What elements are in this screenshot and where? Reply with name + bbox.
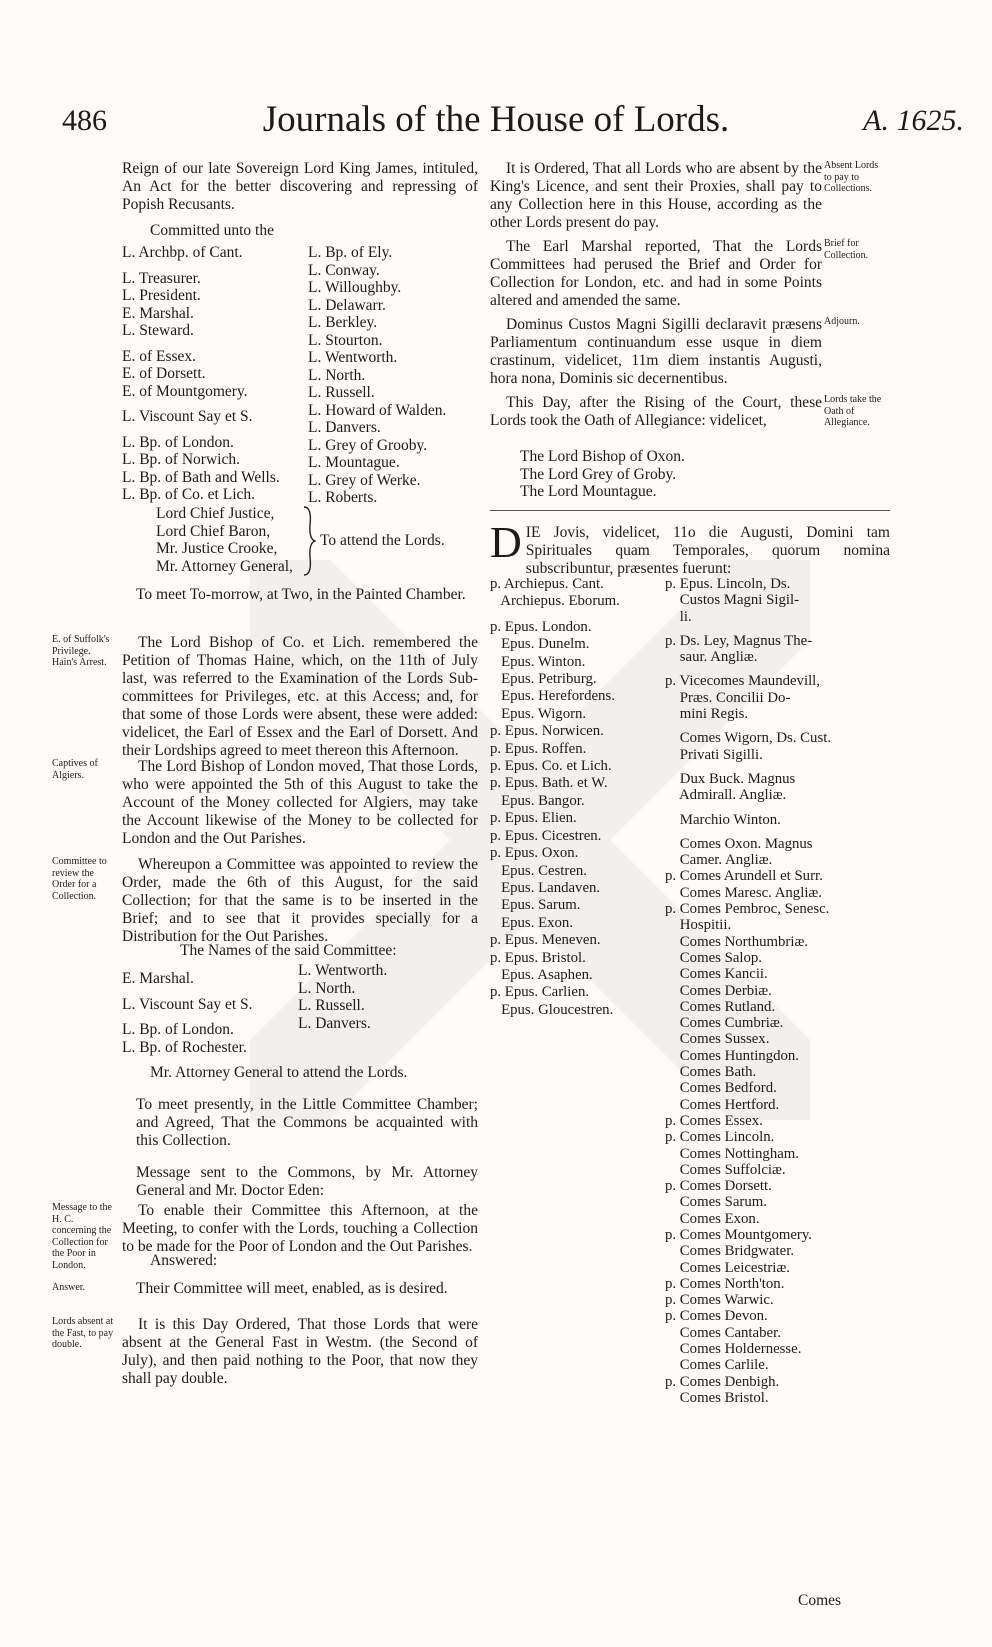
- message-heading: Message sent to the Commons, by Mr. Attorney General and Mr. Doctor Eden:: [136, 1164, 478, 1199]
- lord-entry: p. Comes North'ton.: [665, 1275, 785, 1292]
- lord-entry: p. Vicecomes Maundevill,: [665, 673, 820, 690]
- margin-note-message: Message to the H. C. concerning the Collection for the Poor in London.: [52, 1202, 112, 1271]
- committee-member: E. of Mountgomery.: [122, 382, 248, 400]
- margin-note-suffolk: E. of Suffolk's Privilege. Hain's Arrest.: [52, 634, 110, 668]
- margin-note-brief: Brief for Collection.: [824, 238, 869, 261]
- bishop-entry: [490, 611, 620, 619]
- committee-member: L. Bp. of London.: [122, 1021, 234, 1038]
- bishop-entry: Epus. Winton.: [490, 653, 586, 670]
- names-heading: The Names of the said Committee:: [180, 942, 397, 959]
- committee-member: [122, 340, 280, 348]
- bishop-entry: Epus. Dunelm.: [490, 636, 590, 653]
- drop-cap: D: [490, 518, 522, 567]
- committee-member: L. Delawarr.: [308, 296, 386, 314]
- intro-paragraph: Reign of our late Sovereign Lord King James, intituled, An Act for the better discovering and repressing of Popish Recusants.: [122, 160, 478, 213]
- lord-entry: Comes Derbiæ.: [665, 982, 772, 999]
- bishop-entry: p. Epus. Oxon.: [490, 845, 579, 862]
- committee-member: L. Archbp. of Cant.: [122, 244, 243, 261]
- bishop-entry: p. Epus. Meneven.: [490, 932, 601, 949]
- bishop-entry: Epus. Gloucestren.: [490, 1001, 614, 1018]
- lord-entry: Camer. Angliæ.: [665, 852, 773, 869]
- bishop-entry: p. Archiepus. Cant.: [490, 576, 604, 592]
- lord-entry: Custos Magni Sigil-: [665, 592, 800, 609]
- bishop-entry: p. Epus. Norwicen.: [490, 723, 604, 740]
- bishops-list: [490, 576, 620, 1019]
- attendants-list: [156, 505, 293, 575]
- lord-entry: Comes Oxon. Magnus: [665, 835, 813, 852]
- lord-entry: [665, 763, 831, 771]
- committee-member: L. Treasurer.: [122, 269, 201, 287]
- lord-entry: Comes Nottingham.: [665, 1145, 799, 1162]
- lord-entry: Comes Maresc. Angliæ.: [665, 884, 822, 901]
- lord-entry: p. Epus. Lincoln, Ds.: [665, 576, 791, 592]
- bishop-entry: p. Epus. London.: [490, 618, 592, 635]
- temporal-lords-list: [665, 576, 831, 1406]
- margin-note-proxies: Absent Lords to pay to Collections.: [824, 160, 879, 194]
- oath-lord: The Lord Mountague.: [520, 483, 657, 500]
- committee-member: [122, 988, 253, 996]
- lord-entry: p. Comes Pembroc, Senesc.: [665, 901, 830, 918]
- committee-member: L. Russell.: [308, 384, 375, 401]
- committee2-list-b: [298, 962, 387, 1032]
- committee-member: L. Bp. of Ely.: [308, 244, 393, 261]
- lord-entry: Dux Buck. Magnus: [665, 770, 796, 787]
- margin-note-answer: Answer.: [52, 1282, 86, 1293]
- committee-member: L. Wentworth.: [308, 349, 398, 366]
- margin-note-algiers: Captives of Algiers.: [52, 758, 98, 781]
- committee-member: [122, 262, 280, 270]
- section-rule: [490, 510, 890, 511]
- paragraph-fast: It is this Day Ordered, That those Lords that were absent at the General Fast in Westm. (the Second of July), and then paid nothing to the Poor, that now they shall pay double.: [122, 1316, 478, 1387]
- attorney-note: Mr. Attorney General to attend the Lords.: [150, 1064, 408, 1081]
- lord-entry: p. Ds. Ley, Magnus The-: [665, 632, 813, 649]
- committee-member: E. of Dorsett.: [122, 365, 206, 382]
- lord-entry: [665, 625, 831, 633]
- lord-entry: Præs. Concilii Do-: [665, 689, 791, 706]
- committee-member: [122, 400, 280, 408]
- bishop-entry: p. Epus. Elien.: [490, 810, 577, 827]
- committee-member: L. President.: [122, 287, 201, 304]
- committee-member: L. Danvers.: [308, 419, 381, 436]
- lord-entry: Comes Bridgwater.: [665, 1243, 795, 1260]
- lord-entry: p. Comes Arundell et Surr.: [665, 868, 823, 885]
- margin-note-oath: Lords take the Oath of Allegiance.: [824, 394, 882, 428]
- committee-member: L. Wentworth.: [298, 962, 388, 979]
- lord-entry: Privati Sigilli.: [665, 746, 763, 763]
- committee-member: L. Grey of Werke.: [308, 471, 421, 489]
- attendant: Mr. Justice Crooke,: [156, 540, 278, 557]
- lord-entry: p. Comes Mountgomery.: [665, 1226, 813, 1243]
- lord-entry: p. Comes Dorsett.: [665, 1178, 772, 1195]
- lord-entry: Comes Holdernesse.: [665, 1341, 802, 1358]
- committee-member: L. Stourton.: [308, 331, 383, 349]
- message-body: To enable their Committee this Afternoon, at the Meeting, to confer with the Lords, touching a Collection to be made for the Poor of London and the Out Parishes.: [122, 1202, 478, 1255]
- page-number: 486: [62, 104, 107, 137]
- lord-entry: p. Comes Denbigh.: [665, 1373, 780, 1390]
- bishop-entry: p. Epus. Co. et Lich.: [490, 758, 612, 775]
- committee-member: E. Marshal.: [122, 304, 194, 322]
- page-year: A. 1625.: [863, 104, 964, 137]
- committee-member: L. Bp. of Rochester.: [122, 1038, 247, 1056]
- meet-little-chamber: To meet presently, in the Little Committee Chamber; and Agreed, That the Commons be acquainted with this Collection.: [136, 1096, 478, 1149]
- committee-member: L. Conway.: [308, 261, 380, 279]
- bishop-entry: Epus. Asaphen.: [490, 966, 593, 983]
- committee-member: L. Howard of Walden.: [308, 401, 447, 419]
- lord-entry: Comes Sarum.: [665, 1194, 767, 1211]
- answered-heading: Answered:: [150, 1252, 218, 1269]
- lord-entry: Comes Bristol.: [665, 1389, 769, 1406]
- die-jovis-heading: DIE Jovis, videlicet, 11o die Augusti, Domini tam Spirituales quam Temporales, quorum nomina subscribuntur, præsentes fuerunt:: [490, 518, 890, 577]
- meet-painted-chamber: To meet To-morrow, at Two, in the Painted Chamber.: [136, 586, 466, 603]
- committee-member: L. Bp. of Norwich.: [122, 451, 240, 468]
- committee-member: L. Viscount Say et S.: [122, 995, 253, 1013]
- lord-entry: Comes Northumbriæ.: [665, 933, 809, 950]
- margin-note-fast: Lords absent at the Fast, to pay double.: [52, 1316, 114, 1350]
- bishop-entry: Epus. Petriburg.: [490, 671, 597, 688]
- lord-entry: Marchio Winton.: [665, 811, 781, 828]
- committee-member: L. Berkley.: [308, 314, 378, 331]
- committee2-list-a: [122, 970, 253, 1056]
- lord-entry: [665, 665, 831, 673]
- oath-lord: The Lord Grey of Groby.: [520, 465, 677, 483]
- lord-entry: p. Comes Essex.: [665, 1112, 763, 1129]
- lord-entry: p. Comes Devon.: [665, 1308, 768, 1325]
- committee-member: L. Bp. of Bath and Wells.: [122, 468, 280, 486]
- answer-text: Their Committee will meet, enabled, as is desired.: [136, 1280, 448, 1297]
- bishop-entry: p. Epus. Roffen.: [490, 740, 587, 757]
- paragraph-oath: This Day, after the Rising of the Court, these Lords took the Oath of Allegiance: videlicet,: [490, 394, 822, 429]
- bishop-entry: Epus. Sarum.: [490, 897, 581, 914]
- bishop-entry: Epus. Herefordens.: [490, 688, 615, 705]
- lord-entry: Comes Rutland.: [665, 998, 776, 1015]
- lord-entry: [665, 828, 831, 836]
- committed-heading: Committed unto the: [150, 222, 274, 239]
- committee-member: L. Viscount Say et S.: [122, 408, 253, 425]
- page-title: Journals of the House of Lords.: [262, 99, 730, 140]
- lord-entry: li.: [665, 608, 692, 625]
- lord-entry: Comes Kancii.: [665, 966, 768, 983]
- committee-member: L. Willoughby.: [308, 279, 402, 296]
- committee-member: L. Bp. of London.: [122, 433, 234, 451]
- committee-member: L. Danvers.: [298, 1014, 371, 1032]
- margin-note-adjourn: Adjourn.: [824, 316, 860, 327]
- lord-entry: Comes Bedford.: [665, 1080, 777, 1097]
- paragraph-adjourn: Dominus Custos Magni Sigilli declaravit præsens Parliamentum continuandum esse usque in diem crastinum, videlicet, 11m diem instantis Augusti, hora nona, Dominis sic decernentibus.: [490, 316, 822, 387]
- bishop-entry: Archiepus. Eborum.: [490, 593, 620, 610]
- oath-lords-list: [520, 448, 685, 501]
- bishop-entry: p. Epus. Bristol.: [490, 949, 586, 966]
- committee-member: L. Mountague.: [308, 454, 400, 471]
- lord-entry: p. Comes Lincoln.: [665, 1129, 775, 1146]
- lord-entry: Comes Leicestriæ.: [665, 1259, 790, 1276]
- attendant: Lord Chief Baron,: [156, 522, 271, 540]
- lord-entry: Comes Cantaber.: [665, 1324, 781, 1341]
- committee-list-a: [122, 244, 280, 504]
- catchword: Comes: [798, 1592, 842, 1609]
- bishop-entry: p. Epus. Bath. et W.: [490, 775, 608, 792]
- lord-entry: [665, 722, 831, 730]
- bishop-entry: Epus. Exon.: [490, 914, 574, 931]
- oath-lord: The Lord Bishop of Oxon.: [520, 448, 685, 465]
- paragraph-proxies: It is Ordered, That all Lords who are absent by the King's Licence, and sent their Proxies, shall pay to any Collection here in this House, according as the other Lords present do pay.: [490, 160, 822, 231]
- attendant: Lord Chief Justice,: [156, 505, 275, 522]
- bishop-entry: p. Epus. Cicestren.: [490, 827, 602, 844]
- committee-member: L. Roberts.: [308, 489, 378, 506]
- paragraph-review: Whereupon a Committee was appointed to review the Order, made the 6th of this August, for the said Collection; for that the same is to be inserted in the Brief; and to see that it provides specially for a Distribution for the Out Parishes.: [122, 856, 478, 945]
- brace-icon: [302, 505, 316, 577]
- committee-member: L. Steward.: [122, 322, 194, 339]
- bishop-entry: Epus. Cestren.: [490, 862, 587, 879]
- attendant: Mr. Attorney General,: [156, 557, 293, 575]
- committee-member: [122, 426, 280, 434]
- lord-entry: [665, 804, 831, 812]
- lord-entry: p. Comes Warwic.: [665, 1292, 774, 1309]
- committee-member: E. Marshal.: [122, 970, 194, 987]
- committee-member: L. Bp. of Co. et Lich.: [122, 486, 256, 503]
- lord-entry: Hospitii.: [665, 917, 732, 934]
- bishop-entry: Epus. Landaven.: [490, 879, 601, 896]
- lord-entry: Comes Sussex.: [665, 1031, 770, 1048]
- paragraph-algiers: The Lord Bishop of London moved, That those Lords, who were appointed the 5th of this August to take the Account of the Money collected for Algiers, may take the Account likewise of the Money to be collected for London and the Out Parishes.: [122, 758, 478, 847]
- lord-entry: Comes Huntingdon.: [665, 1047, 799, 1064]
- lord-entry: Admirall. Angliæ.: [665, 787, 787, 804]
- committee-member: L. North.: [308, 366, 366, 384]
- lord-entry: Comes Hertford.: [665, 1096, 780, 1113]
- lord-entry: Comes Cumbriæ.: [665, 1015, 784, 1032]
- margin-note-review: Committee to review the Order for a Collection.: [52, 856, 107, 902]
- lord-entry: Comes Suffolciæ.: [665, 1161, 786, 1178]
- lord-entry: saur. Angliæ.: [665, 649, 758, 666]
- committee-member: L. Grey of Grooby.: [308, 436, 428, 454]
- committee-member: E. of Essex.: [122, 347, 197, 365]
- lord-entry: mini Regis.: [665, 706, 749, 723]
- committee-member: L. North.: [298, 979, 356, 997]
- bishop-entry: Epus. Wigorn.: [490, 705, 587, 722]
- paragraph-marshal: The Earl Marshal reported, That the Lords Committees had perused the Brief and Order for Collection for London, etc. and had in some Points altered and amended the same.: [490, 238, 822, 309]
- committee-member: L. Russell.: [298, 997, 365, 1014]
- committee-member: [122, 1013, 253, 1021]
- lord-entry: Comes Salop.: [665, 949, 763, 966]
- committee-list-b: [308, 244, 446, 507]
- attend-note: To attend the Lords.: [320, 532, 445, 549]
- lord-entry: Comes Bath.: [665, 1064, 757, 1081]
- lord-entry: Comes Exon.: [665, 1210, 760, 1227]
- paragraph-suffolk: The Lord Bishop of Co. et Lich. remembered the Petition of Thomas Haine, which, on the 11th of July last, was referred to the Examination of the Lords Sub-committees for Privileges, etc. at this Access; and, for that some of those Lords were absent, these were added: videlicet, the Earl of Essex and the Earl of Dorsett. And their Lordships agreed to meet thereon this Afternoon.: [122, 634, 478, 759]
- lord-entry: Comes Wigorn, Ds. Cust.: [665, 730, 832, 747]
- lord-entry: Comes Carlile.: [665, 1357, 769, 1374]
- bishop-entry: Epus. Bangor.: [490, 792, 585, 809]
- bishop-entry: p. Epus. Carlien.: [490, 984, 590, 1001]
